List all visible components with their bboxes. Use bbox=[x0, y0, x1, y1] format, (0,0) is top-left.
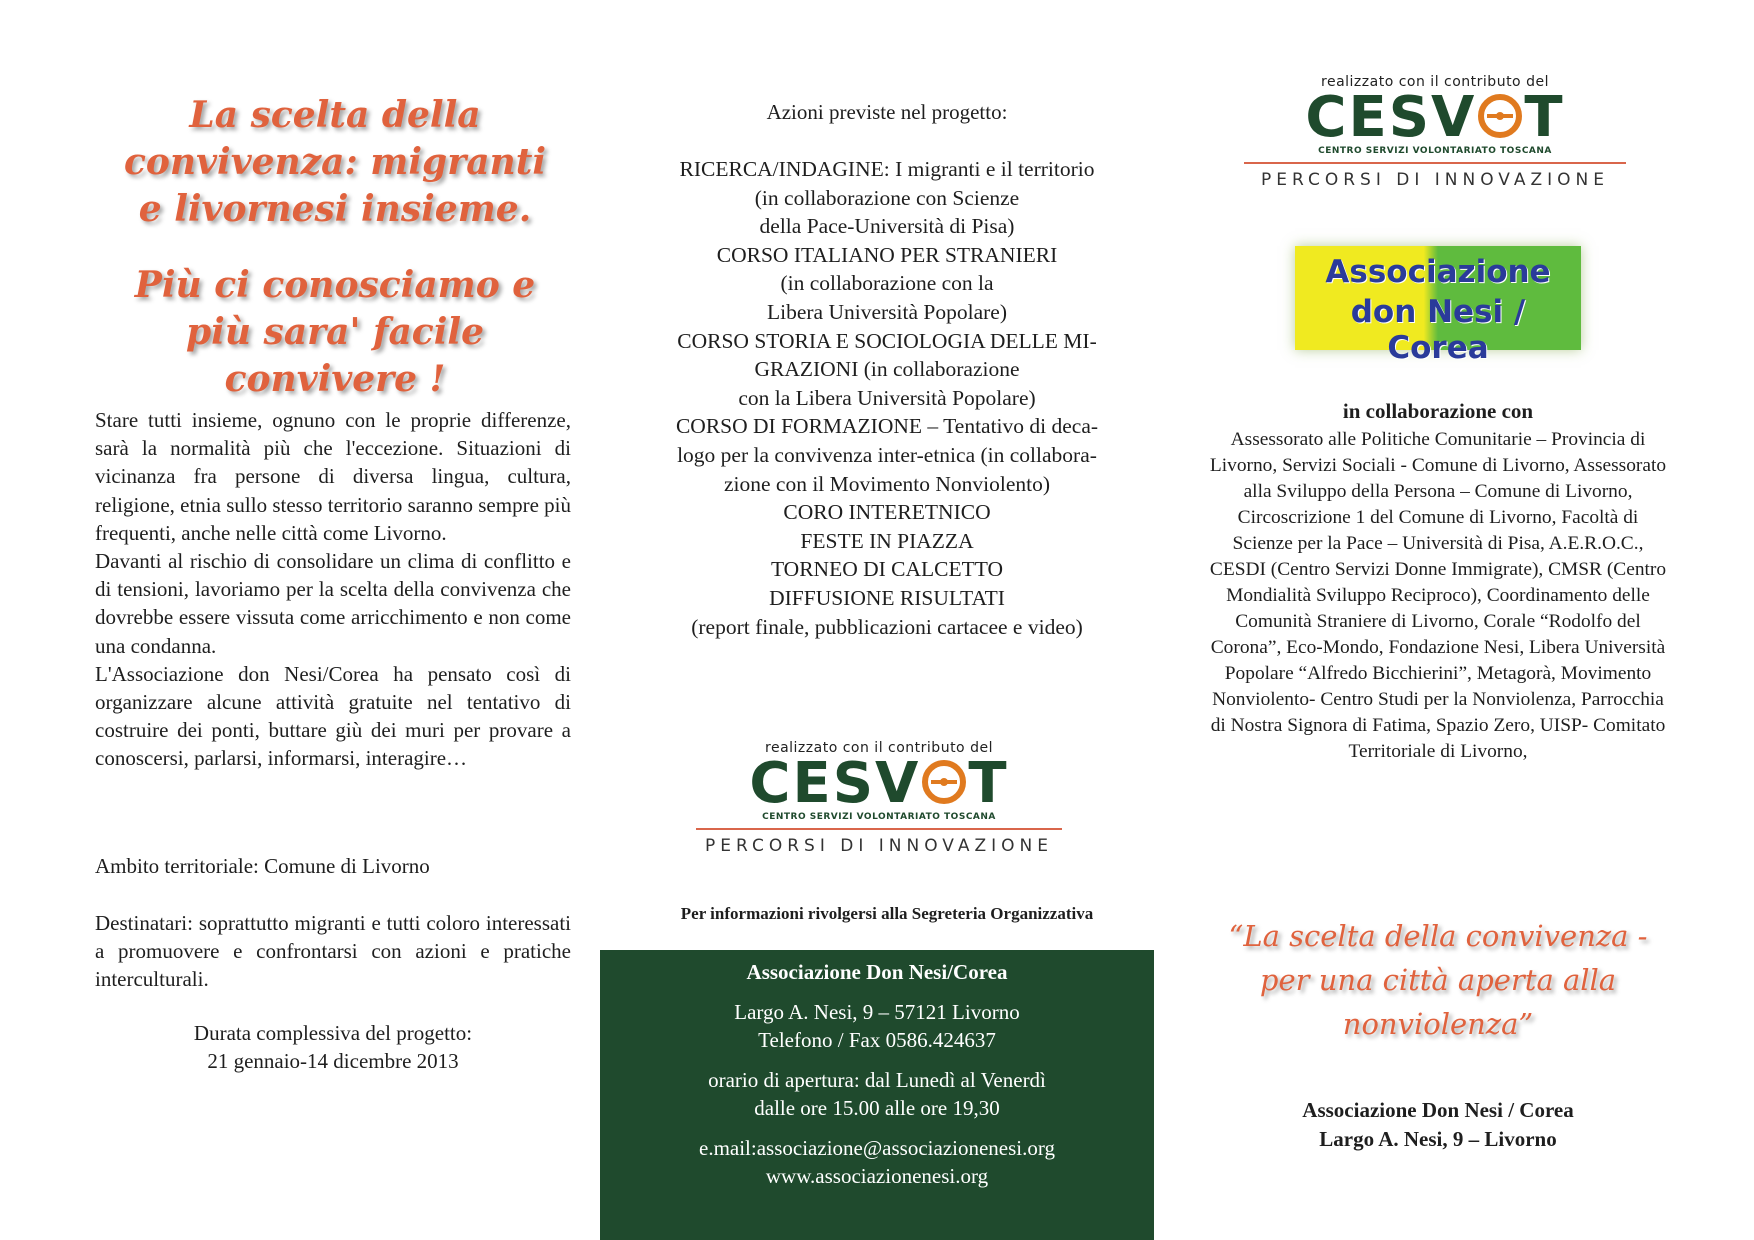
contact-name: Associazione Don Nesi/Corea bbox=[746, 960, 1008, 984]
cesvot-caption: realizzato con il contributo del bbox=[1321, 74, 1549, 90]
action-line: RICERCA/INDAGINE: I migranti e il territorio bbox=[679, 157, 1095, 181]
intro-paragraph-3: L'Associazione don Nesi/Corea ha pensato così di organizzare alcune attività gratuite nel tentativo di costruire dei ponti, buttare giù dei muri per provare a conoscersi, parlarsi, informarsi, interagire… bbox=[95, 661, 571, 771]
duration-value: 21 gennaio-14 dicembre 2013 bbox=[207, 1049, 459, 1073]
main-title: La scelta della convivenza: migranti e livornesi insieme. bbox=[124, 94, 546, 230]
info-label: Per informazioni rivolgersi alla Segreteria Organizzativa bbox=[680, 904, 1094, 923]
contact-email[interactable]: e.mail:associazione@associazionenesi.org bbox=[699, 1136, 1055, 1160]
contact-box bbox=[600, 950, 1154, 1240]
action-line: FESTE IN PIAZZA bbox=[800, 528, 974, 553]
cesvot-logo bbox=[696, 740, 1062, 856]
collaboration-partners: Assessorato alle Politiche Comunitarie – Provincia di Livorno, Servizi Sociali - Comune di Livorno, Assessorato alla Sviluppo della Persona – Comune di Livorno, Circoscrizione 1 del Comune di Livorno, Facoltà di Scienze per la Pace – Università di Pisa, A.E.R.O.C., CESDI (Centro Servizi Donne Immigrate), CMSR (Centro Mondialità Sviluppo Reciproco), Coordinamento delle Comunità Straniere di Livorno, Corale “Rodolfo del Corona”, Eco-Mondo, Fondazione Nesi, Libera Università Popolare “Alfredo Bicchierini”, Metagorà, Movimento Nonviolento- Centro Studi per la Nonviolenza, Parrocchia di Nostra Signora di Fatima, Spazio Zero, UISP- Comitato Territoriale di Livorno, bbox=[1209, 429, 1667, 762]
association-logo bbox=[1295, 246, 1581, 366]
cesvot-subtitle: CENTRO SERVIZI VOLONTARIATO TOSCANA bbox=[762, 812, 996, 822]
footer-line-2: Largo A. Nesi, 9 – Livorno bbox=[1319, 1127, 1557, 1151]
contact-hours-1: orario di apertura: dal Lunedì al Venerdì bbox=[708, 1068, 1046, 1092]
action-line: DIFFUSIONE RISULTATI bbox=[769, 585, 1005, 610]
cesvot-word-b: T bbox=[968, 751, 1009, 816]
destinatari: Destinatari: soprattutto migranti e tutti coloro interessati a promuovere e confrontarsi con azioni e pratiche interculturali. bbox=[95, 911, 571, 992]
cesvot-word-a: CESV bbox=[749, 751, 921, 816]
intro-text bbox=[95, 406, 571, 773]
intro-paragraph-2: Davanti al rischio di consolidare un clima di conflitto e di tensioni, lavoriamo per la scelta della convivenza che dovrebbe essere vissuta come arricchimento e non come una condanna. bbox=[95, 549, 571, 658]
cesvot-subtitle: CENTRO SERVIZI VOLONTARIATO TOSCANA bbox=[1318, 146, 1552, 156]
action-line: TORNEO DI CALCETTO bbox=[770, 557, 1004, 582]
cesvot-tagline: PERCORSI DI INNOVAZIONE bbox=[705, 836, 1053, 856]
action-line: CORSO ITALIANO PER STRANIERI bbox=[716, 242, 1058, 267]
project-duration bbox=[95, 1019, 571, 1075]
closing-quote: “La scelta della convivenza - per una città aperta alla nonviolenza” bbox=[1228, 919, 1648, 1041]
cesvot-wordmark bbox=[1244, 85, 1626, 150]
cesvot-tagline: PERCORSI DI INNOVAZIONE bbox=[1261, 170, 1609, 190]
action-line: con la Libera Università Popolare) bbox=[738, 385, 1036, 410]
intro-paragraph-1: Stare tutti insieme, ognuno con le proprie differenze, sarà la normalità più che l'eccezione. Situazioni di vicinanza fra persone di diversa lingua, cultura, religione, etnia sullo stesso territorio saranno sempre più frequenti, anche nelle città come Livorno. bbox=[95, 408, 571, 545]
association-logo-line-1: Associazione bbox=[1325, 254, 1551, 290]
action-line: CORSO STORIA E SOCIOLOGIA DELLE MI- bbox=[677, 328, 1097, 353]
subtitle: Più ci conosciamo e più sara' facile convivere ! bbox=[134, 264, 536, 400]
cesvot-logo-top bbox=[1244, 74, 1626, 190]
actions-list bbox=[642, 155, 1132, 641]
action-line: GRAZIONI (in collaborazione bbox=[754, 357, 1020, 382]
cesvot-word-a: CESV bbox=[1305, 85, 1477, 150]
association-logo-line-2: don Nesi / Corea bbox=[1350, 294, 1526, 366]
duration-label: Durata complessiva del progetto: bbox=[193, 1021, 473, 1045]
action-line: (report finale, pubblicazioni cartacee e video) bbox=[691, 614, 1083, 639]
action-line: della Pace-Università di Pisa) bbox=[759, 214, 1015, 239]
action-line: (in collaborazione con Scienze bbox=[754, 185, 1020, 210]
action-line: logo per la convivenza inter-etnica (in collabora- bbox=[677, 442, 1097, 467]
actions-title: Azioni previste nel progetto: bbox=[766, 100, 1008, 124]
action-line: (in collaborazione con la bbox=[780, 271, 994, 296]
wheel-icon bbox=[1478, 94, 1522, 138]
cesvot-word-b: T bbox=[1524, 85, 1565, 150]
footer-address bbox=[1206, 1096, 1670, 1154]
divider bbox=[1244, 162, 1626, 164]
cesvot-wordmark bbox=[696, 751, 1062, 816]
action-line: CORO INTERETNICO bbox=[783, 500, 991, 525]
contact-phone: Telefono / Fax 0586.424637 bbox=[758, 1028, 996, 1052]
cesvot-caption: realizzato con il contributo del bbox=[765, 740, 993, 756]
action-line: CORSO DI FORMAZIONE – Tentativo di deca- bbox=[675, 414, 1099, 439]
action-line: zione con il Movimento Nonviolento) bbox=[723, 471, 1051, 496]
collaboration-title: in collaborazione con bbox=[1342, 399, 1534, 423]
footer-line-1: Associazione Don Nesi / Corea bbox=[1302, 1098, 1574, 1122]
contact-hours-2: dalle ore 15.00 alle ore 19,30 bbox=[754, 1096, 1000, 1120]
wheel-icon bbox=[922, 760, 966, 804]
contact-address: Largo A. Nesi, 9 – 57121 Livorno bbox=[734, 1000, 1020, 1024]
divider bbox=[696, 828, 1062, 830]
ambito-territoriale: Ambito territoriale: Comune di Livorno bbox=[95, 854, 430, 878]
contact-website[interactable]: www.associazionenesi.org bbox=[765, 1164, 989, 1188]
action-line: Libera Università Popolare) bbox=[767, 299, 1007, 324]
